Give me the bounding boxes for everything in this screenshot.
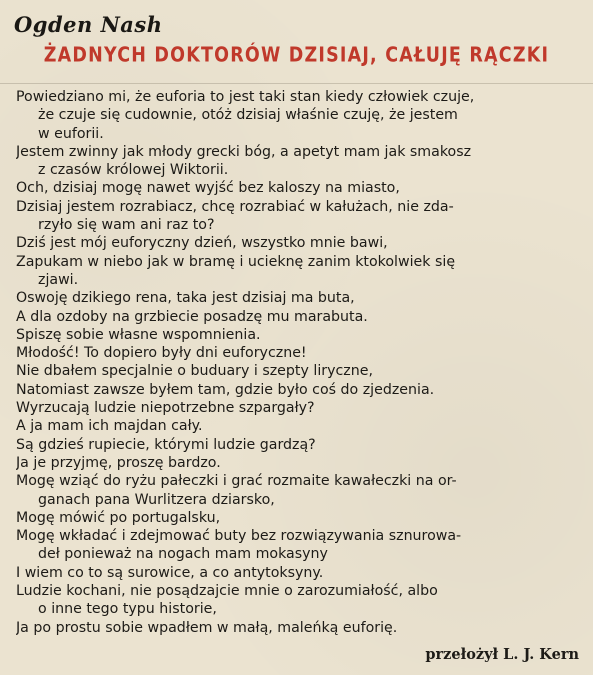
- poem-line: Są gdzieś rupiecie, którymi ludzie gardzą?: [16, 436, 316, 453]
- poem-line: Oswoję dzikiego rena, taka jest dzisiaj ma buta,: [16, 290, 355, 307]
- poem-line: Ja je przyjmę, proszę bardzo.: [16, 454, 221, 471]
- author-name: Ogden Nash: [14, 12, 163, 37]
- poem-line: Dziś jest mój euforyczny dzień, wszystko mnie bawi,: [16, 235, 388, 252]
- poem-line: o inne tego typu historie,: [38, 601, 217, 618]
- poem-line: Ludzie kochani, nie posądzajcie mnie o zarozumiałość, albo: [16, 583, 438, 600]
- poem-line: A ja mam ich majdan cały.: [16, 418, 203, 435]
- poem-body: [16, 88, 581, 637]
- poem-line: Wyrzucają ludzie niepotrzebne szpargały?: [16, 400, 315, 417]
- poem-line: Mogę wziąć do ryżu pałeczki i grać rozmaite kawałeczki na or-: [16, 473, 457, 490]
- poem-line: rzyło się wam ani raz to?: [38, 217, 215, 234]
- translator-credit: przełożył L. J. Kern: [425, 646, 579, 663]
- poem-line: z czasów królowej Wiktorii.: [38, 162, 229, 179]
- poem-line: Och, dzisiaj mogę nawet wyjść bez kaloszy na miasto,: [16, 180, 400, 197]
- poem-line: deł ponieważ na nogach mam mokasyny: [38, 546, 328, 563]
- poem-line: Jestem zwinny jak młody grecki bóg, a apetyt mam jak smakosz: [16, 143, 472, 160]
- poem-line: w euforii.: [38, 125, 104, 142]
- poem-line: zjawi.: [38, 271, 79, 288]
- poem-line: Zapukam w niebo jak w bramę i ucieknę zanim ktokolwiek się: [16, 253, 456, 270]
- poem-title: ŻADNYCH DOKTORÓW DZISIAJ, CAŁUJĘ RĄCZKI: [43, 44, 550, 67]
- poem-line: I wiem co to są surowice, a co antytoksyny.: [16, 564, 324, 581]
- poem-line: Spiszę sobie własne wspomnienia.: [16, 326, 261, 343]
- poem-line: Powiedziano mi, że euforia to jest taki stan kiedy człowiek czuje,: [16, 89, 475, 105]
- title-divider: [0, 83, 593, 84]
- poem-line: A dla ozdoby na grzbiecie posadzę mu marabuta.: [16, 308, 368, 325]
- poem-line: Nie dbałem specjalnie o buduary i szepty liryczne,: [16, 363, 373, 380]
- poem-line: Mogę mówić po portugalsku,: [16, 509, 221, 526]
- poem-line: Natomiast zawsze byłem tam, gdzie było coś do zjedzenia.: [16, 381, 435, 398]
- poem-line: że czuje się cudownie, otóż dzisiaj właśnie czuję, że jestem: [38, 107, 458, 124]
- poem-line: ganach pana Wurlitzera dziarsko,: [38, 491, 275, 508]
- poem-line: Mogę wkładać i zdejmować buty bez rozwiązywania sznurowa-: [16, 528, 462, 545]
- poem-line: Ja po prostu sobie wpadłem w małą, maleńką euforię.: [16, 619, 398, 636]
- poem-line: Młodość! To dopiero były dni euforyczne!: [16, 345, 307, 362]
- poem-line: Dzisiaj jestem rozrabiacz, chcę rozrabiać w kałużach, nie zda-: [16, 198, 454, 215]
